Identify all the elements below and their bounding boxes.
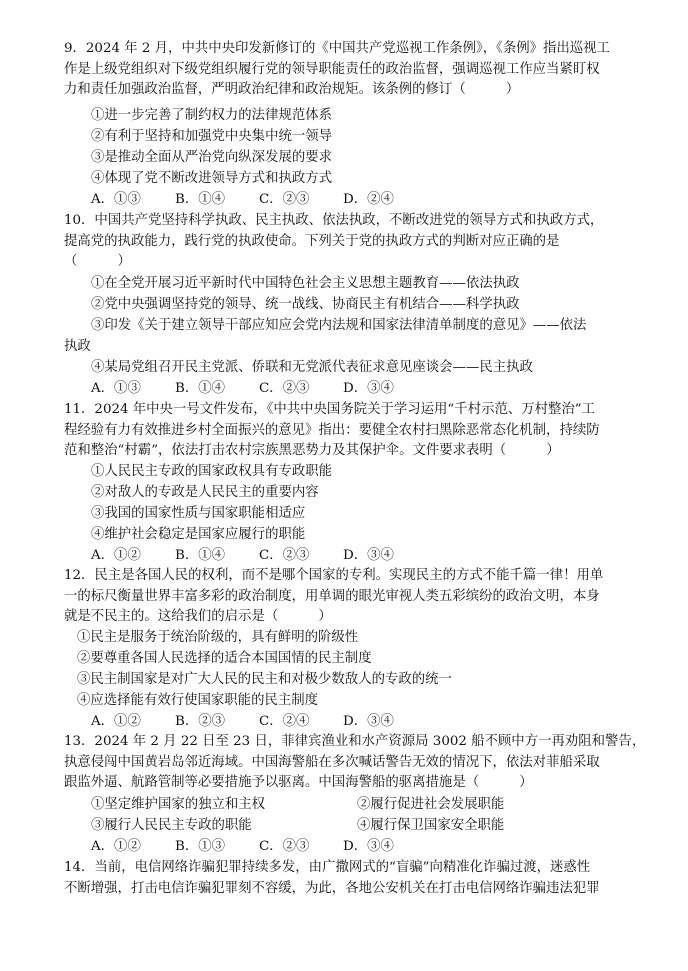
- question-line: 12．民主是各国人民的权利，而不是哪个国家的专利。实现民主的方式不能千篇一律！用单: [64, 568, 604, 583]
- choice-c[interactable]: C．②④: [259, 714, 310, 729]
- choice-d[interactable]: D．③④: [343, 381, 394, 396]
- question-10-stem: [64, 211, 634, 273]
- choice-a[interactable]: A．①②: [91, 548, 141, 563]
- choice-d[interactable]: D．③④: [343, 714, 394, 729]
- question-11-option-4: ④维护社会稳定是国家应履行的职能: [91, 527, 306, 542]
- question-line: 不断增强，打击电信诈骗犯罪刻不容缓，为此，各地公安机关在打击电信网络诈骗违法犯罪: [64, 880, 600, 896]
- question-11-option-2: ②对敌人的专政是人民民主的重要内容: [91, 485, 319, 500]
- question-line: 10．中国共产党坚持科学执政、民主执政、依法执政，不断改进党的领导方式和执政方式，: [64, 213, 604, 228]
- question-9-option-1: ①进一步完善了制约权力的法律规范体系: [91, 108, 333, 123]
- question-10-option-2: ②党中央强调坚持党的领导、统一战线、协商民主有机结合——科学执政: [91, 297, 520, 312]
- question-line: 9．2024 年 2 月，中共中央印发新修订的《中国共产党巡视工作条例》，《条例》指出巡视工: [64, 41, 610, 56]
- question-10-option-4: ④某局党组召开民主党派、侨联和无党派代表征求意见座谈会——民主执政: [91, 360, 533, 375]
- question-10-option-3: ③印发《关于建立领导干部应知应会党内法规和国家法律清单制度的意见》——依法: [91, 318, 587, 333]
- choice-a[interactable]: A．①②: [91, 714, 141, 729]
- choice-b[interactable]: B．①④: [175, 548, 226, 563]
- question-12-option-4: ④应选择能有效行使国家职能的民主制度: [77, 693, 319, 708]
- choice-d[interactable]: D．③④: [343, 839, 394, 854]
- question-line: 就是不民主的。这给我们的启示是（ ）: [64, 609, 332, 625]
- question-line: 13．2024 年 2 月 22 日至 23 日，菲律宾渔业和水产资源局 3002 船不顾中方一再劝阻和警告，: [64, 734, 646, 749]
- question-line: 跟监外逼、航路管制等必要措施予以驱离。中国海警船的驱离措施是（ ）: [64, 775, 533, 791]
- question-line: 执意侵闯中国黄岩岛邻近海域。中国海警船在多次喊话警告无效的情况下，依法对菲船采取: [64, 754, 600, 770]
- choice-b[interactable]: B．①③: [175, 839, 226, 854]
- question-12-option-1: ①民主是服务于统治阶级的，具有鲜明的阶级性: [77, 630, 359, 645]
- choice-a[interactable]: A．①③: [91, 192, 141, 207]
- question-line: （ ）: [64, 254, 131, 270]
- question-13-option-2: ②履行促进社会发展职能: [357, 797, 505, 812]
- question-line: 14．当前，电信网络诈骗犯罪持续多发，由广撒网式的“盲骗”向精准化诈骗过渡，迷惑性: [64, 860, 591, 875]
- question-12-stem: [64, 566, 634, 628]
- choice-d[interactable]: D．②④: [343, 192, 394, 207]
- question-13-option-4: ④履行保卫国家安全职能: [357, 818, 505, 833]
- choice-c[interactable]: C．②③: [259, 548, 310, 563]
- choice-b[interactable]: B．①④: [175, 381, 226, 396]
- choice-a[interactable]: A．①②: [91, 839, 141, 854]
- question-12-option-3: ③民主制国家是对广大人民的民主和对极少数敌人的专政的统一: [77, 672, 452, 687]
- question-14-stem: [64, 858, 634, 899]
- question-11-stem: [64, 400, 634, 462]
- choice-c[interactable]: C．②③: [259, 381, 310, 396]
- question-13-option-3: ③履行人民民主专政的职能: [91, 818, 252, 833]
- question-9-option-3: ③是推动全面从严治党向纵深发展的要求: [91, 150, 333, 165]
- question-line: 作是上级党组织对下级党组织履行党的领导职能责任的政治监督，强调巡视工作应当紧盯权: [64, 61, 600, 77]
- question-12-option-2: ②要尊重各国人民选择的适合本国国情的民主制度: [77, 651, 372, 666]
- choice-c[interactable]: C．②③: [259, 839, 310, 854]
- question-line: 力和责任加强政治监督，严明政治纪律和政治规矩。该条例的修订（ ）: [64, 82, 520, 98]
- question-line: 提高党的执政能力，践行党的执政使命。下列关于党的执政方式的判断对应正确的是: [64, 233, 560, 249]
- choice-b[interactable]: B．①④: [175, 192, 226, 207]
- choice-c[interactable]: C．②③: [259, 192, 310, 207]
- question-10-option-3-cont: 执政: [64, 339, 91, 354]
- question-9-stem: [64, 39, 634, 101]
- question-line: 一的标尺衡量世界丰富多彩的政治制度，用单调的眼光审视人类五彩缤纷的政治文明，本身: [64, 588, 600, 604]
- question-line: 11．2024 年中央一号文件发布，《中共中央国务院关于学习运用“千村示范、万村整治”工: [64, 402, 596, 417]
- question-11-option-1: ①人民民主专政的国家政权具有专政职能: [91, 464, 333, 479]
- question-13-stem: [64, 732, 646, 794]
- question-13-option-1: ①坚定维护国家的独立和主权: [91, 797, 266, 812]
- question-11-option-3: ③我国的国家性质与国家职能相适应: [91, 506, 306, 521]
- question-10-option-1: ①在全党开展习近平新时代中国特色社会主义思想主题教育——依法执政: [91, 276, 520, 291]
- choice-a[interactable]: A．①③: [91, 381, 141, 396]
- choice-b[interactable]: B．②③: [175, 714, 226, 729]
- question-line: 范和整治“村霸”，依法打击农村宗族黑恶势力及其保护伞。文件要求表明（ ）: [64, 443, 560, 459]
- question-9-option-4: ④体现了党不断改进领导方式和执政方式: [91, 171, 333, 186]
- question-9-option-2: ②有利于坚持和加强党中央集中统一领导: [91, 129, 333, 144]
- question-line: 程经验有力有效推进乡村全面振兴的意见》指出：要健全农村扫黑除恶常态化机制，持续防: [64, 422, 600, 438]
- choice-d[interactable]: D．③④: [343, 548, 394, 563]
